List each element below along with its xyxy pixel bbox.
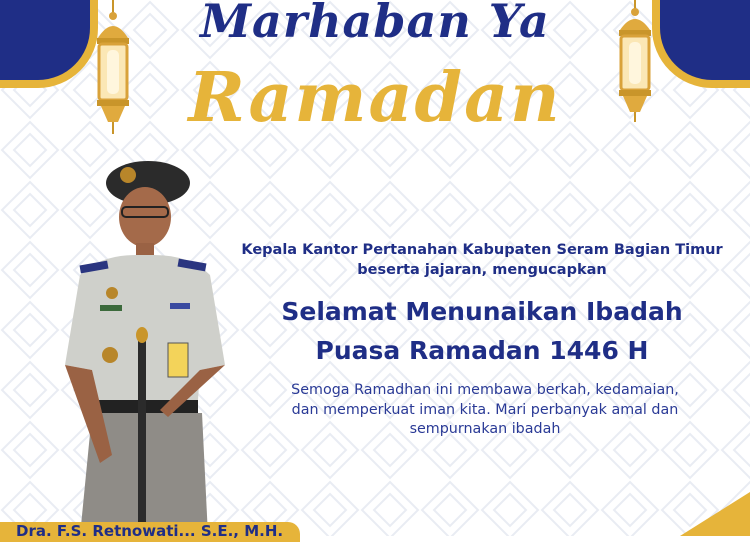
title-marhaban-ya: Marhaban Ya: [200, 0, 550, 48]
wishes-line-2: dan memperkuat iman kita. Mari perbanyak amal dan: [291, 401, 679, 418]
sender-line: [232, 240, 732, 280]
wishes-message: [255, 381, 715, 440]
sender-line-2: beserta jajaran, mengucapkan: [357, 262, 607, 278]
greeting-main-line-2: Puasa Ramadan 1446 H: [315, 336, 649, 365]
official-portrait: [40, 155, 240, 536]
name-banner: [0, 522, 300, 542]
wishes-line-3: sempurnakan ibadah: [409, 421, 561, 437]
official-name: Dra. F.S. Retnowati... S.E., M.H.: [16, 522, 284, 540]
corner-decoration-bottom-right: [680, 492, 750, 536]
title-ramadan: Ramadan: [188, 58, 562, 138]
wishes-line-1: Semoga Ramadhan ini membawa berkah, kedamaian,: [291, 382, 679, 398]
sender-line-1: Kepala Kantor Pertanahan Kabupaten Seram Bagian Timur: [241, 242, 723, 258]
greeting-main-line-1: Selamat Menunaikan Ibadah: [281, 297, 683, 326]
